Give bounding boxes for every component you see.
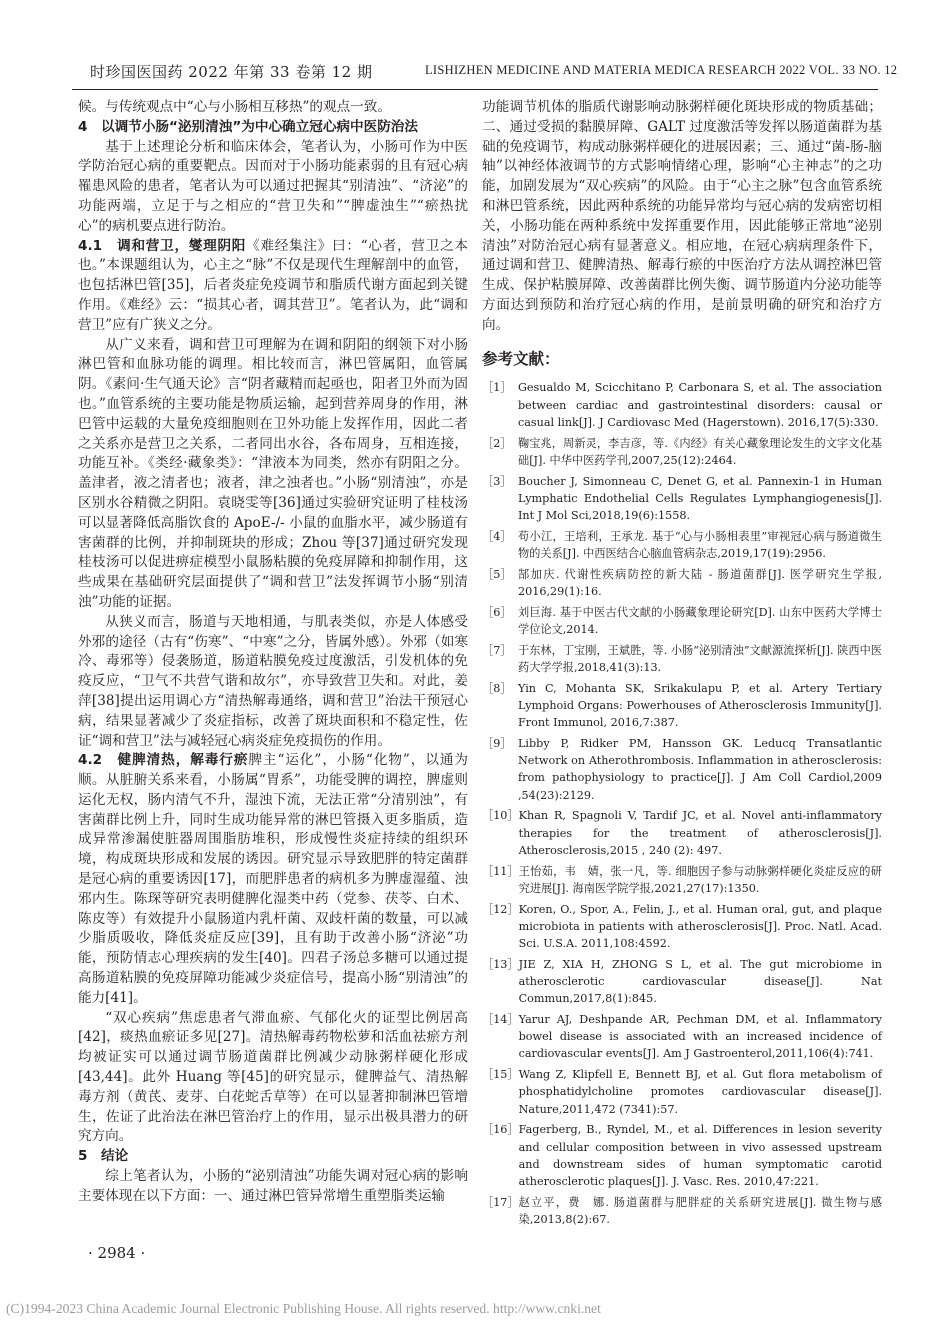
reference-number: ［2］ (482, 436, 512, 450)
reference-text: JIE Z, XIA H, ZHONG S L, et al. The gut microbiome in atherosclerotic cardiovascular disease[J]. Nat Commun,2017,8(1):845. (518, 957, 882, 1006)
reference-number: ［13］ (482, 957, 519, 971)
reference-text: Koren, O., Spor, A., Felin, J., et al. Human oral, gut, and plaque microbiota in patients with atherosclerosis[J]. Proc. Natl. Acad. Sci. U.S.A. 2011,108:4592. (518, 902, 882, 950)
reference-text: Khan R, Spagnoli V, Tardif JC, et al. Novel anti-inflammatory therapies for the treatment of atherosclerosis[J]. Atherosclerosis,2015 , 240 (2): 497. (518, 809, 882, 857)
reference-item (482, 379, 882, 431)
reference-number: ［3］ (482, 474, 512, 488)
subsection-4-2-text: 脾主“运化”，小肠“化物”，以通为顺。从脏腑关系来看，小肠属“胃系”，功能受脾的调控，脾虚则运化无权，肠内清气不升，湿浊下流，无法正常“分清别浊”，有害菌群比例上升，同时生成功能异常的淋巴管摄入更多脂质，造成异常渗漏使脏器周围脂肪堆积，形成慢性炎症持续的组织环境，构成斑块形成和发展的诱因。研究显示导致肥胖的特定菌群是冠心病的重要诱因[17]，而肥胖患者的病机多为脾虚湿蕴、浊邪内生。陈琛等研究表明健脾化湿类中药（党参、茯苓、白术、陈皮等）有效提升小鼠肠道内乳杆菌、双歧杆菌的数量，可以减少脂质吸收，降低炎症反应[39]，且有助于改善小肠“济泌”功能，预防情志心理疾病的发生[40]。四君子汤总多糖可以通过提高肠道粘膜的免疫屏障功能减少炎症信号，提高小肠“别清浊”的能力[41]。 (78, 752, 468, 1006)
paragraph-continued: 候。与传统观点中“心与小肠相互移热”的观点一致。 (78, 99, 391, 115)
running-header-left: 时珍国医国药 2022 年第 33 卷第 12 期 (90, 63, 373, 81)
reference-item (482, 435, 882, 469)
reference-number: ［14］ (482, 1012, 519, 1026)
reference-text: Fagerberg, B., Ryndel, M., et al. Differences in lesion severity and cellular composition between in vivo assessed upstream and downstream sides of human symptomatic carotid atherosclerotic plaques[J]. J. Vasc. Res. 2010,47:221. (518, 1123, 882, 1188)
reference-text: 刘巨海. 基于中医古代文献的小肠藏象理论研究[D]. 山东中医药大学博士学位论文,2014. (518, 605, 882, 636)
page-number: · 2984 · (88, 1244, 146, 1262)
left-column (78, 98, 468, 1207)
reference-text: Yin C, Mohanta SK, Srikakulapu P, et al. Artery Tertiary Lymphoid Organs: Powerhouses of Atherosclerosis Immunity[J]. Front Immunol, 2016,7:387. (518, 681, 882, 730)
header-rule (72, 89, 878, 90)
paragraph-continued: 功能调节机体的脂质代谢影响动脉粥样硬化斑块形成的物质基础；二、通过受损的黏膜屏障、GALT 过度激活等发挥以肠道菌群为基础的免疫调节，构成动脉粥样硬化的进展因素；三、通过“菌-肠-脑轴”以神经体液调节的方式影响情绪心理，影响“心主神志”的之功能，加剧发展为“双心疾病”的风险。由于“心主之脉”包含血管系统和淋巴管系统，因此两种系统的功能异常均与冠心病的发病密切相关，小肠功能在两种系统中发挥重要作用，因此能够正常地“泌别清浊”对防治冠心病有显著意义。相应地，在冠心病病理条件下，通过调和营卫、健脾清热、解毒行瘀的中医治疗方法从调控淋巴管生成、保护粘膜屏障、改善菌群比例失衡、调节肠道内分泌功能等方面达到预防和治疗冠心病的作用，是前景明确的研究和治疗方向。 (482, 99, 882, 333)
right-column (482, 98, 882, 1232)
reference-number: ［1］ (482, 381, 512, 395)
reference-number: ［10］ (482, 809, 519, 823)
reference-item (482, 473, 882, 525)
reference-item (482, 1194, 882, 1228)
reference-item (482, 956, 882, 1008)
running-header-right: LISHIZHEN MEDICINE AND MATERIA MEDICA RESEARCH 2022 VOL. 33 NO. 12 (425, 63, 898, 77)
reference-number: ［7］ (482, 643, 512, 657)
reference-text: Gesualdo M, Scicchitano P, Carbonara S, et al. The association between cardiac and gastrointestinal disorders: causal or casual link[J]. J Cardiovasc Med (Hagerstown). 2016,17(5):330. (518, 381, 882, 429)
subsection-4-1-heading: 4.1 调和营卫，燮理阴阳 (78, 237, 247, 254)
reference-item (482, 1066, 882, 1118)
section-5-heading: 5 结论 (78, 1148, 129, 1165)
reference-text: 于东林，丁宝刚，王斌胜，等. 小肠“泌别清浊”文献源流探析[J]. 陕西中医药大学学报,2018,41(3):13. (518, 643, 882, 674)
reference-number: ［15］ (482, 1068, 519, 1082)
references-title: 参考文献： (482, 349, 560, 368)
paragraph: 基于上述理论分析和临床体会，笔者认为，小肠可作为中医学防治冠心病的重要靶点。因而对于小肠功能素弱的且有冠心病罹患风险的患者，笔者认为可以通过把握其“别清浊”、“济泌”的功能两端，立足于与之相应的“营卫失和”“脾虚浊生”“瘀热扰心”的病机要点进行防治。 (78, 138, 468, 234)
subsection-4-1 (78, 237, 468, 336)
reference-text: Libby P, Ridker PM, Hansson GK. Leducq Transatlantic Network on Atherothrombosis. Inflammation in atherosclerosis: from pathophysiology to practice[J]. J Am Coll Cardiol,2009 ,54(23):2129. (518, 736, 882, 802)
reference-item (482, 566, 882, 600)
copyright-watermark: (C)1994-2023 China Academic Journal Electronic Publishing House. All rights reserved. http://www.cnki.net (6, 1301, 601, 1316)
reference-number: ［6］ (482, 605, 512, 619)
reference-list (482, 379, 882, 1228)
subsection-4-2 (78, 751, 468, 1008)
reference-number: ［8］ (482, 681, 512, 695)
reference-number: ［9］ (482, 736, 512, 750)
reference-item (482, 863, 882, 897)
reference-text: 王怡茹，韦 婧，张一凡，等. 细胞因子参与动脉粥样硬化炎症反应的研究进展[J]. 海南医学院学报,2021,27(17):1350. (518, 864, 882, 895)
subsection-4-2-heading: 4.2 健脾清热，解毒行瘀 (78, 752, 249, 769)
reference-item (482, 1011, 882, 1063)
reference-text: 鞠宝兆，周新灵，李吉彦，等.《内经》有关心藏象理论发生的文字文化基础[J]. 中华中医药学刊,2007,25(12):2464. (518, 436, 882, 467)
reference-number: ［4］ (482, 529, 512, 543)
paragraph: 综上笔者认为，小肠的“泌别清浊”功能失调对冠心病的影响主要体现在以下方面：一、通过淋巴管异常增生重塑脂类运输 (78, 1168, 468, 1204)
reference-number: ［16］ (482, 1123, 519, 1137)
section-4-heading: 4 以调节小肠“泌别清浊”为中心确立冠心病中医防治法 (78, 118, 418, 135)
reference-item (482, 735, 882, 804)
reference-text: Boucher J, Simonneau C, Denet G, et al. Pannexin-1 in Human Lymphatic Endothelial Cells Regulates Lymphangiogenesis[J]. Int J Mol Sci,2018,19(6):1558. (518, 474, 882, 522)
reference-item (482, 528, 882, 562)
reference-number: ［11］ (482, 864, 519, 878)
reference-item (482, 680, 882, 732)
reference-item (482, 604, 882, 638)
reference-item (482, 807, 882, 859)
reference-text: Yarur AJ, Deshpande AR, Pechman DM, et al. Inflammatory bowel disease is associated with an increased incidence of cardiovascular events[J]. Am J Gastroenterol,2011,106(4):741. (518, 1012, 882, 1061)
paragraph: “双心疾病”焦虑患者气滞血瘀、气郁化火的证型比例居高[42]，痰热血瘀证多见[27]。清热解毒药物松萝和活血祛瘀方剂均被证实可以通过调节肠道菌群比例减少动脉粥样硬化形成[43,44]。此外 Huang 等[45]的研究显示，健脾益气、清热解毒方剂（黄芪、麦芽、白花蛇舌草等）在可以显著抑制淋巴管增生，佐证了此治法在淋巴管治疗上的作用，显示出极具潜力的研究方向。 (78, 1009, 468, 1145)
reference-item (482, 642, 882, 676)
reference-number: ［17］ (482, 1195, 519, 1209)
reference-item (482, 901, 882, 953)
subsection-4-1-text: 《难经集注》曰：“心者，营卫之本也。”本课题组认为，心主之“脉”不仅是现代生理解剖中的血管，也包括淋巴管[35]，后者炎症免疫调节和脂质代谢方面起到关键作用。《难经》云：“损其心者，调其营卫”。笔者认为，此“调和营卫”应有广狭义之分。 (78, 237, 468, 333)
paragraph: 从广义来看，调和营卫可理解为在调和阴阳的纲领下对小肠淋巴管和血脉功能的调理。相比较而言，淋巴管属阳，血管属阴。《素问·生气通天论》言“阴者藏精而起亟也，阳者卫外而为固也。”血管系统的主要功能是物质运输，起到营养周身的作用，淋巴管中运载的大量免疫细胞则在卫外功能上发挥作用，因此二者之关系亦是营卫之关系，二者同出水谷，各布周身，互相连接，功能互补。《类经·藏象类》：“津液本为同类，然亦有阴阳之分。盖津者，液之清者也；液者，津之浊者也。”小肠“别清浊”，亦是区别水谷精微之阴阳。袁晓雯等[36]通过实验研究证明了桂枝汤可以显著降低高脂饮食的 ApoE-/- 小鼠的血脂水平，减少肠道有害菌群的比例，并抑制斑块的形成；Zhou 等[37]通过研究发现桂枝汤可以促进痹症模型小鼠肠粘膜的免疫屏障和抑制作用，这些成果在基础研究层面提供了“调和营卫”法发挥调节小肠“别清浊”功能的证据。 (78, 336, 468, 610)
reference-text: 赵立平，费 娜. 肠道菌群与肥胖症的关系研究进展[J]. 微生物与感染,2013,8(2):67. (518, 1195, 882, 1226)
reference-text: Wang Z, Klipfell E, Bennett BJ, et al. Gut flora metabolism of phosphatidylcholine promotes cardiovascular disease[J]. Nature,2011,472 (7341):57. (518, 1068, 882, 1116)
reference-number: ［12］ (482, 902, 519, 916)
reference-text: 郜加庆. 代谢性疾病防控的新大陆 - 肠道菌群[J]. 医学研究生学报, 2016,29(1):16. (518, 567, 882, 598)
reference-text: 苟小江，王培利，王承龙. 基于“心与小肠相表里”审视冠心病与肠道微生物的关系[J]. 中西医结合心脑血管病杂志,2019,17(19):2956. (518, 529, 882, 560)
reference-number: ［5］ (482, 567, 512, 581)
paragraph: 从狭义而言，肠道与天地相通，与肌表类似，亦是人体感受外邪的途径（古有“伤寒”、“中寒”之分，皆属外感）。外邪（如寒冷、毒邪等）侵袭肠道，肠道粘膜免疫过度激活，引发机体的免疫反应，“卫气不共营气谐和故尔”，亦导致营卫失和。对此，姜萍[38]提出运用调心方“清热解毒通络，调和营卫”治法干预冠心病，结果显著减少了炎症指标，改善了斑块面积和不稳定性，佐证“调和营卫”法与减轻冠心病炎症免疫损伤的作用。 (78, 613, 468, 749)
reference-item (482, 1121, 882, 1190)
